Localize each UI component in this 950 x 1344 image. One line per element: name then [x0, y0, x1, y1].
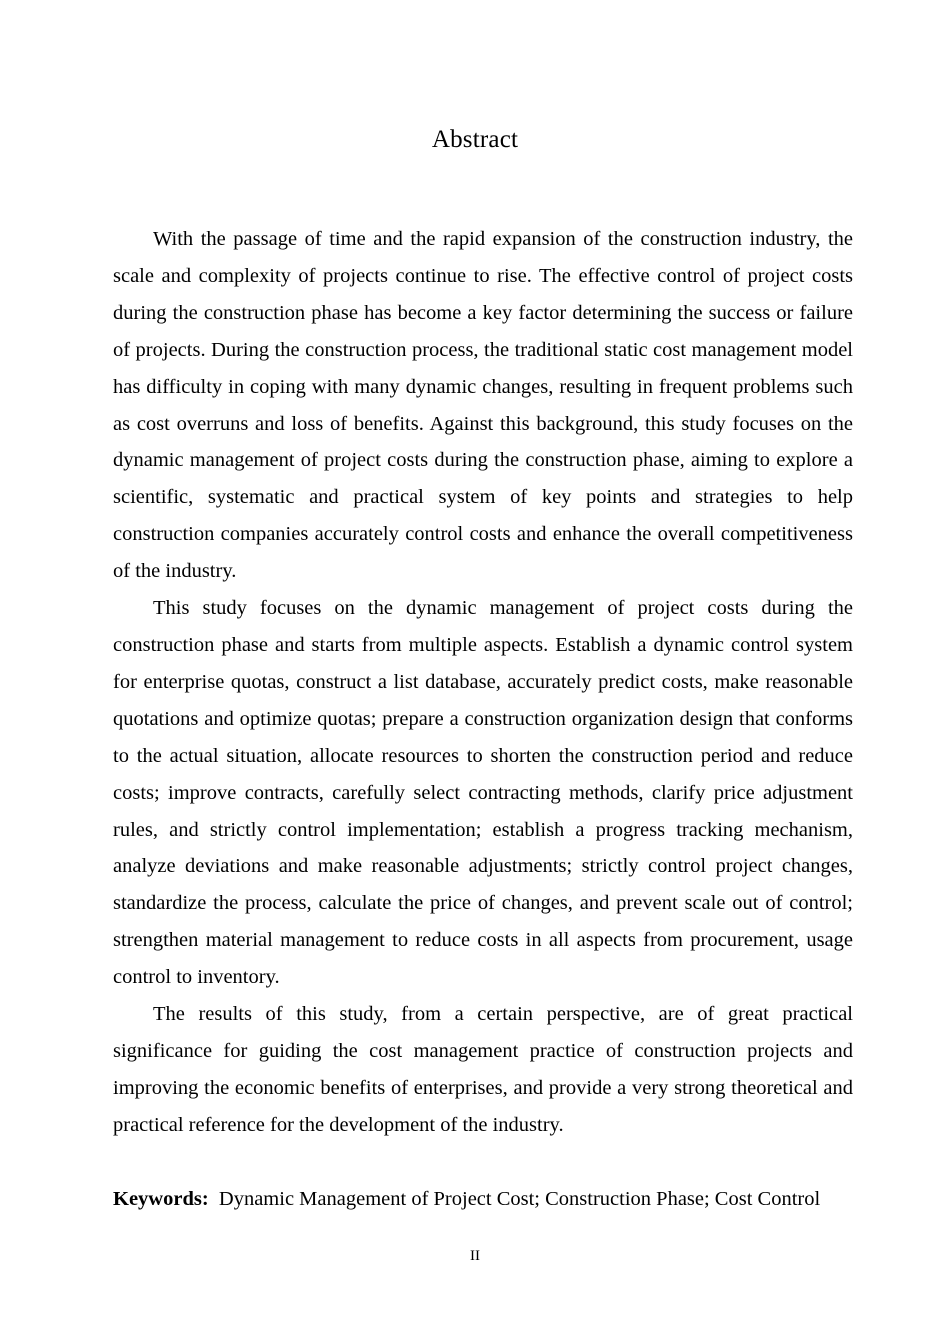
page-title: Abstract	[431, 126, 519, 153]
abstract-paragraph-3: The results of this study, from a certain perspective, are of great practical significance for guiding the cost management practice of construction projects and improving the economic benefits of enterprises, and provide a very strong theoretical and practical reference for the development of the industry.	[113, 1003, 853, 1136]
keywords-label: Keywords:	[113, 1187, 209, 1210]
abstract-paragraph-1: With the passage of time and the rapid expansion of the construction industry, the scale and complexity of projects continue to rise. The effective control of project costs during the construction phase has become a key factor determining the success or failure of projects. During the construction process, the traditional static cost management model has difficulty in coping with many dynamic changes, resulting in frequent problems such as cost overruns and loss of benefits. Against this background, this study focuses on the dynamic management of project costs during the construction phase, aiming to explore a scientific, systematic and practical system of key points and strategies to help construction companies accurately control costs and enhance the overall competitiveness of the industry.	[113, 228, 853, 583]
keywords-line	[113, 1181, 853, 1218]
page-number: II	[470, 1248, 480, 1264]
abstract-paragraph-2: This study focuses on the dynamic management of project costs during the construction phase and starts from multiple aspects. Establish a dynamic control system for enterprise quotas, construct a list database, accurately predict costs, make reasonable quotations and optimize quotas; prepare a construction organization design that conforms to the actual situation, allocate resources to shorten the construction period and reduce costs; improve contracts, carefully select contracting methods, clarify price adjustment rules, and strictly control implementation; establish a progress tracking mechanism, analyze deviations and make reasonable adjustments; strictly control project changes, standardize the process, calculate the price of changes, and prevent scale out of control; strengthen material management to reduce costs in all aspects from procurement, usage control to inventory.	[113, 597, 853, 989]
keywords-value: Dynamic Management of Project Cost; Construction Phase; Cost Control	[218, 1187, 821, 1210]
abstract-body	[113, 221, 853, 1217]
